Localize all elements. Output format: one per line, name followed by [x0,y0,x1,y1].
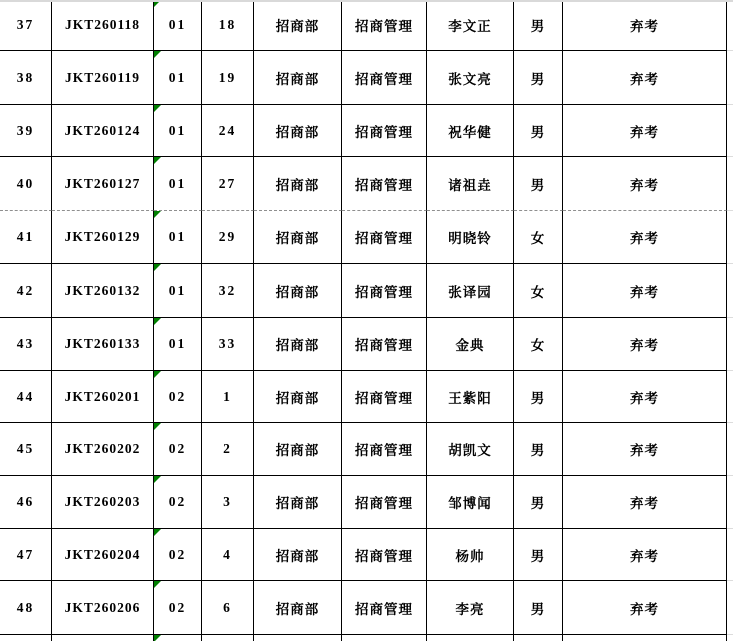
cell-name[interactable] [427,635,514,641]
cell-exam-id[interactable]: JKT260119 [52,51,154,105]
cell-outside-table[interactable] [727,105,733,157]
cell-site-code[interactable] [154,105,202,157]
cell-position[interactable]: 招商管理 [342,371,427,423]
cell-exam-id[interactable]: JKT260202 [52,423,154,476]
cell-gender[interactable]: 男 [514,423,563,476]
cell-row-number[interactable] [0,635,52,641]
site-code-text: 02 [168,546,187,562]
cell-seat-number[interactable]: 3 [202,476,254,529]
cell-row-number[interactable]: 42 [0,264,52,318]
error-indicator-icon [154,476,161,483]
error-indicator-icon [154,318,161,325]
cell-result[interactable]: 弃考 [563,371,727,423]
cell-name[interactable]: 张译园 [427,264,514,318]
site-code-text: 02 [168,494,187,509]
site-code-text: 02 [168,599,187,615]
cell-outside-table[interactable] [727,0,733,51]
cell-outside-table[interactable] [727,264,733,318]
cell-site-code[interactable] [154,581,202,635]
error-indicator-icon [154,211,161,218]
cell-gender[interactable]: 女 [514,264,563,318]
clipped-row-edge [0,0,733,2]
cell-gender[interactable] [514,635,563,641]
cell-seat-number[interactable]: 33 [202,318,254,371]
cell-site-code[interactable] [154,529,202,581]
cell-position[interactable]: 招商管理 [342,476,427,529]
cell-name[interactable]: 张文亮 [427,51,514,105]
cell-department[interactable]: 招商部 [254,529,342,581]
cell-row-number[interactable]: 43 [0,318,52,371]
cell-gender[interactable]: 男 [514,105,563,157]
site-code-text: 01 [168,336,187,351]
cell-exam-id[interactable]: JKT260124 [52,105,154,157]
cell-gender[interactable]: 男 [514,476,563,529]
cell-outside-table[interactable] [727,211,733,264]
cell-name[interactable]: 金典 [427,318,514,371]
cell-position[interactable]: 招商管理 [342,581,427,635]
cell-outside-table[interactable] [727,318,733,371]
cell-outside-table[interactable] [727,371,733,423]
cell-name[interactable]: 诸祖垚 [427,157,514,211]
cell-result[interactable]: 弃考 [563,211,727,264]
cell-row-number[interactable]: 39 [0,105,52,157]
cell-name[interactable]: 胡凯文 [427,423,514,476]
cell-row-number[interactable]: 41 [0,211,52,264]
cell-name[interactable]: 杨帅 [427,529,514,581]
cell-row-number[interactable]: 38 [0,51,52,105]
cell-exam-id[interactable]: JKT260133 [52,318,154,371]
cell-row-number[interactable]: 46 [0,476,52,529]
cell-site-code[interactable] [154,0,202,51]
cell-department[interactable]: 招商部 [254,318,342,371]
cell-row-number[interactable]: 45 [0,423,52,476]
cell-seat-number[interactable]: 2 [202,423,254,476]
error-indicator-icon [154,157,161,164]
cell-gender[interactable]: 男 [514,581,563,635]
cell-name[interactable]: 李文正 [427,0,514,51]
cell-site-code[interactable] [154,318,202,371]
cell-gender[interactable]: 男 [514,529,563,581]
cell-exam-id[interactable]: JKT260201 [52,371,154,423]
site-code-text: 01 [168,69,187,85]
error-indicator-icon [154,423,161,430]
cell-seat-number[interactable]: 4 [202,529,254,581]
cell-result[interactable]: 弃考 [563,529,727,581]
cell-seat-number[interactable]: 19 [202,51,254,105]
cell-position[interactable]: 招商管理 [342,211,427,264]
cell-exam-id[interactable] [52,635,154,641]
cell-result[interactable]: 弃考 [563,51,727,105]
cell-gender[interactable]: 男 [514,51,563,105]
cell-exam-id[interactable]: JKT260206 [52,581,154,635]
cell-seat-number[interactable]: 24 [202,105,254,157]
cell-result[interactable]: 弃考 [563,581,727,635]
cell-position[interactable]: 招商管理 [342,264,427,318]
site-code-text: 01 [168,122,187,138]
cell-name[interactable]: 李亮 [427,581,514,635]
error-indicator-icon [154,581,161,588]
cell-exam-id[interactable]: JKT260129 [52,211,154,264]
cell-gender[interactable]: 女 [514,318,563,371]
cell-exam-id[interactable]: JKT260203 [52,476,154,529]
cell-site-code[interactable] [154,423,202,476]
cell-department[interactable]: 招商部 [254,211,342,264]
cell-result[interactable]: 弃考 [563,105,727,157]
cell-department[interactable]: 招商部 [254,581,342,635]
cell-site-code[interactable] [154,51,202,105]
site-code-text: 02 [168,441,187,456]
cell-department[interactable]: 招商部 [254,51,342,105]
cell-site-code[interactable] [154,371,202,423]
cell-department[interactable]: 招商部 [254,371,342,423]
site-code-text: 02 [168,388,187,404]
cell-outside-table[interactable] [727,635,733,641]
cell-position[interactable]: 招商管理 [342,423,427,476]
cell-position[interactable]: 招商管理 [342,105,427,157]
cell-department[interactable]: 招商部 [254,105,342,157]
cell-exam-id[interactable]: JKT260204 [52,529,154,581]
cell-name[interactable]: 王紫阳 [427,371,514,423]
cell-site-code[interactable] [154,635,202,641]
cell-name[interactable]: 邹博闻 [427,476,514,529]
cell-row-number[interactable]: 48 [0,581,52,635]
cell-row-number[interactable]: 47 [0,529,52,581]
cell-site-code[interactable] [154,264,202,318]
cell-seat-number[interactable] [202,635,254,641]
cell-outside-table[interactable] [727,581,733,635]
cell-exam-id[interactable]: JKT260127 [52,157,154,211]
cell-seat-number[interactable]: 29 [202,211,254,264]
cell-gender[interactable]: 男 [514,0,563,51]
cell-position[interactable]: 招商管理 [342,318,427,371]
cell-seat-number[interactable]: 6 [202,581,254,635]
cell-department[interactable]: 招商部 [254,264,342,318]
cell-position[interactable]: 招商管理 [342,157,427,211]
cell-name[interactable]: 明晓铃 [427,211,514,264]
cell-site-code[interactable] [154,157,202,211]
cell-position[interactable]: 招商管理 [342,0,427,51]
error-indicator-icon [154,635,161,641]
cell-name[interactable]: 祝华健 [427,105,514,157]
cell-row-number[interactable]: 37 [0,0,52,51]
cell-exam-id[interactable]: JKT260132 [52,264,154,318]
cell-gender[interactable]: 男 [514,371,563,423]
cell-row-number[interactable]: 40 [0,157,52,211]
cell-result[interactable]: 弃考 [563,264,727,318]
cell-outside-table[interactable] [727,529,733,581]
site-code-text: 01 [168,17,187,32]
cell-result[interactable]: 弃考 [563,0,727,51]
cell-site-code[interactable] [154,211,202,264]
cell-site-code[interactable] [154,476,202,529]
cell-seat-number[interactable]: 18 [202,0,254,51]
cell-department[interactable]: 招商部 [254,157,342,211]
cell-result[interactable] [563,635,727,641]
error-indicator-icon [154,371,161,378]
cell-department[interactable]: 招商部 [254,0,342,51]
error-indicator-icon [154,529,161,536]
cell-seat-number[interactable]: 32 [202,264,254,318]
cell-gender[interactable]: 女 [514,211,563,264]
cell-seat-number[interactable]: 27 [202,157,254,211]
cell-outside-table[interactable] [727,476,733,529]
cell-result[interactable]: 弃考 [563,476,727,529]
cell-position[interactable]: 招商管理 [342,51,427,105]
cell-outside-table[interactable] [727,423,733,476]
site-code-text: 01 [168,175,187,191]
error-indicator-icon [154,264,161,271]
cell-department[interactable]: 招商部 [254,476,342,529]
cell-position[interactable] [342,635,427,641]
cell-result[interactable]: 弃考 [563,318,727,371]
cell-department[interactable]: 招商部 [254,423,342,476]
cell-department[interactable] [254,635,342,641]
cell-outside-table[interactable] [727,157,733,211]
cell-gender[interactable]: 男 [514,157,563,211]
cell-outside-table[interactable] [727,51,733,105]
error-indicator-icon [154,105,161,112]
cell-result[interactable]: 弃考 [563,423,727,476]
cell-result[interactable]: 弃考 [563,157,727,211]
site-code-text: 01 [168,282,187,298]
cell-row-number[interactable]: 44 [0,371,52,423]
cell-exam-id[interactable]: JKT260118 [52,0,154,51]
cell-seat-number[interactable]: 1 [202,371,254,423]
error-indicator-icon [154,51,161,58]
cell-position[interactable]: 招商管理 [342,529,427,581]
site-code-text: 01 [168,229,187,244]
